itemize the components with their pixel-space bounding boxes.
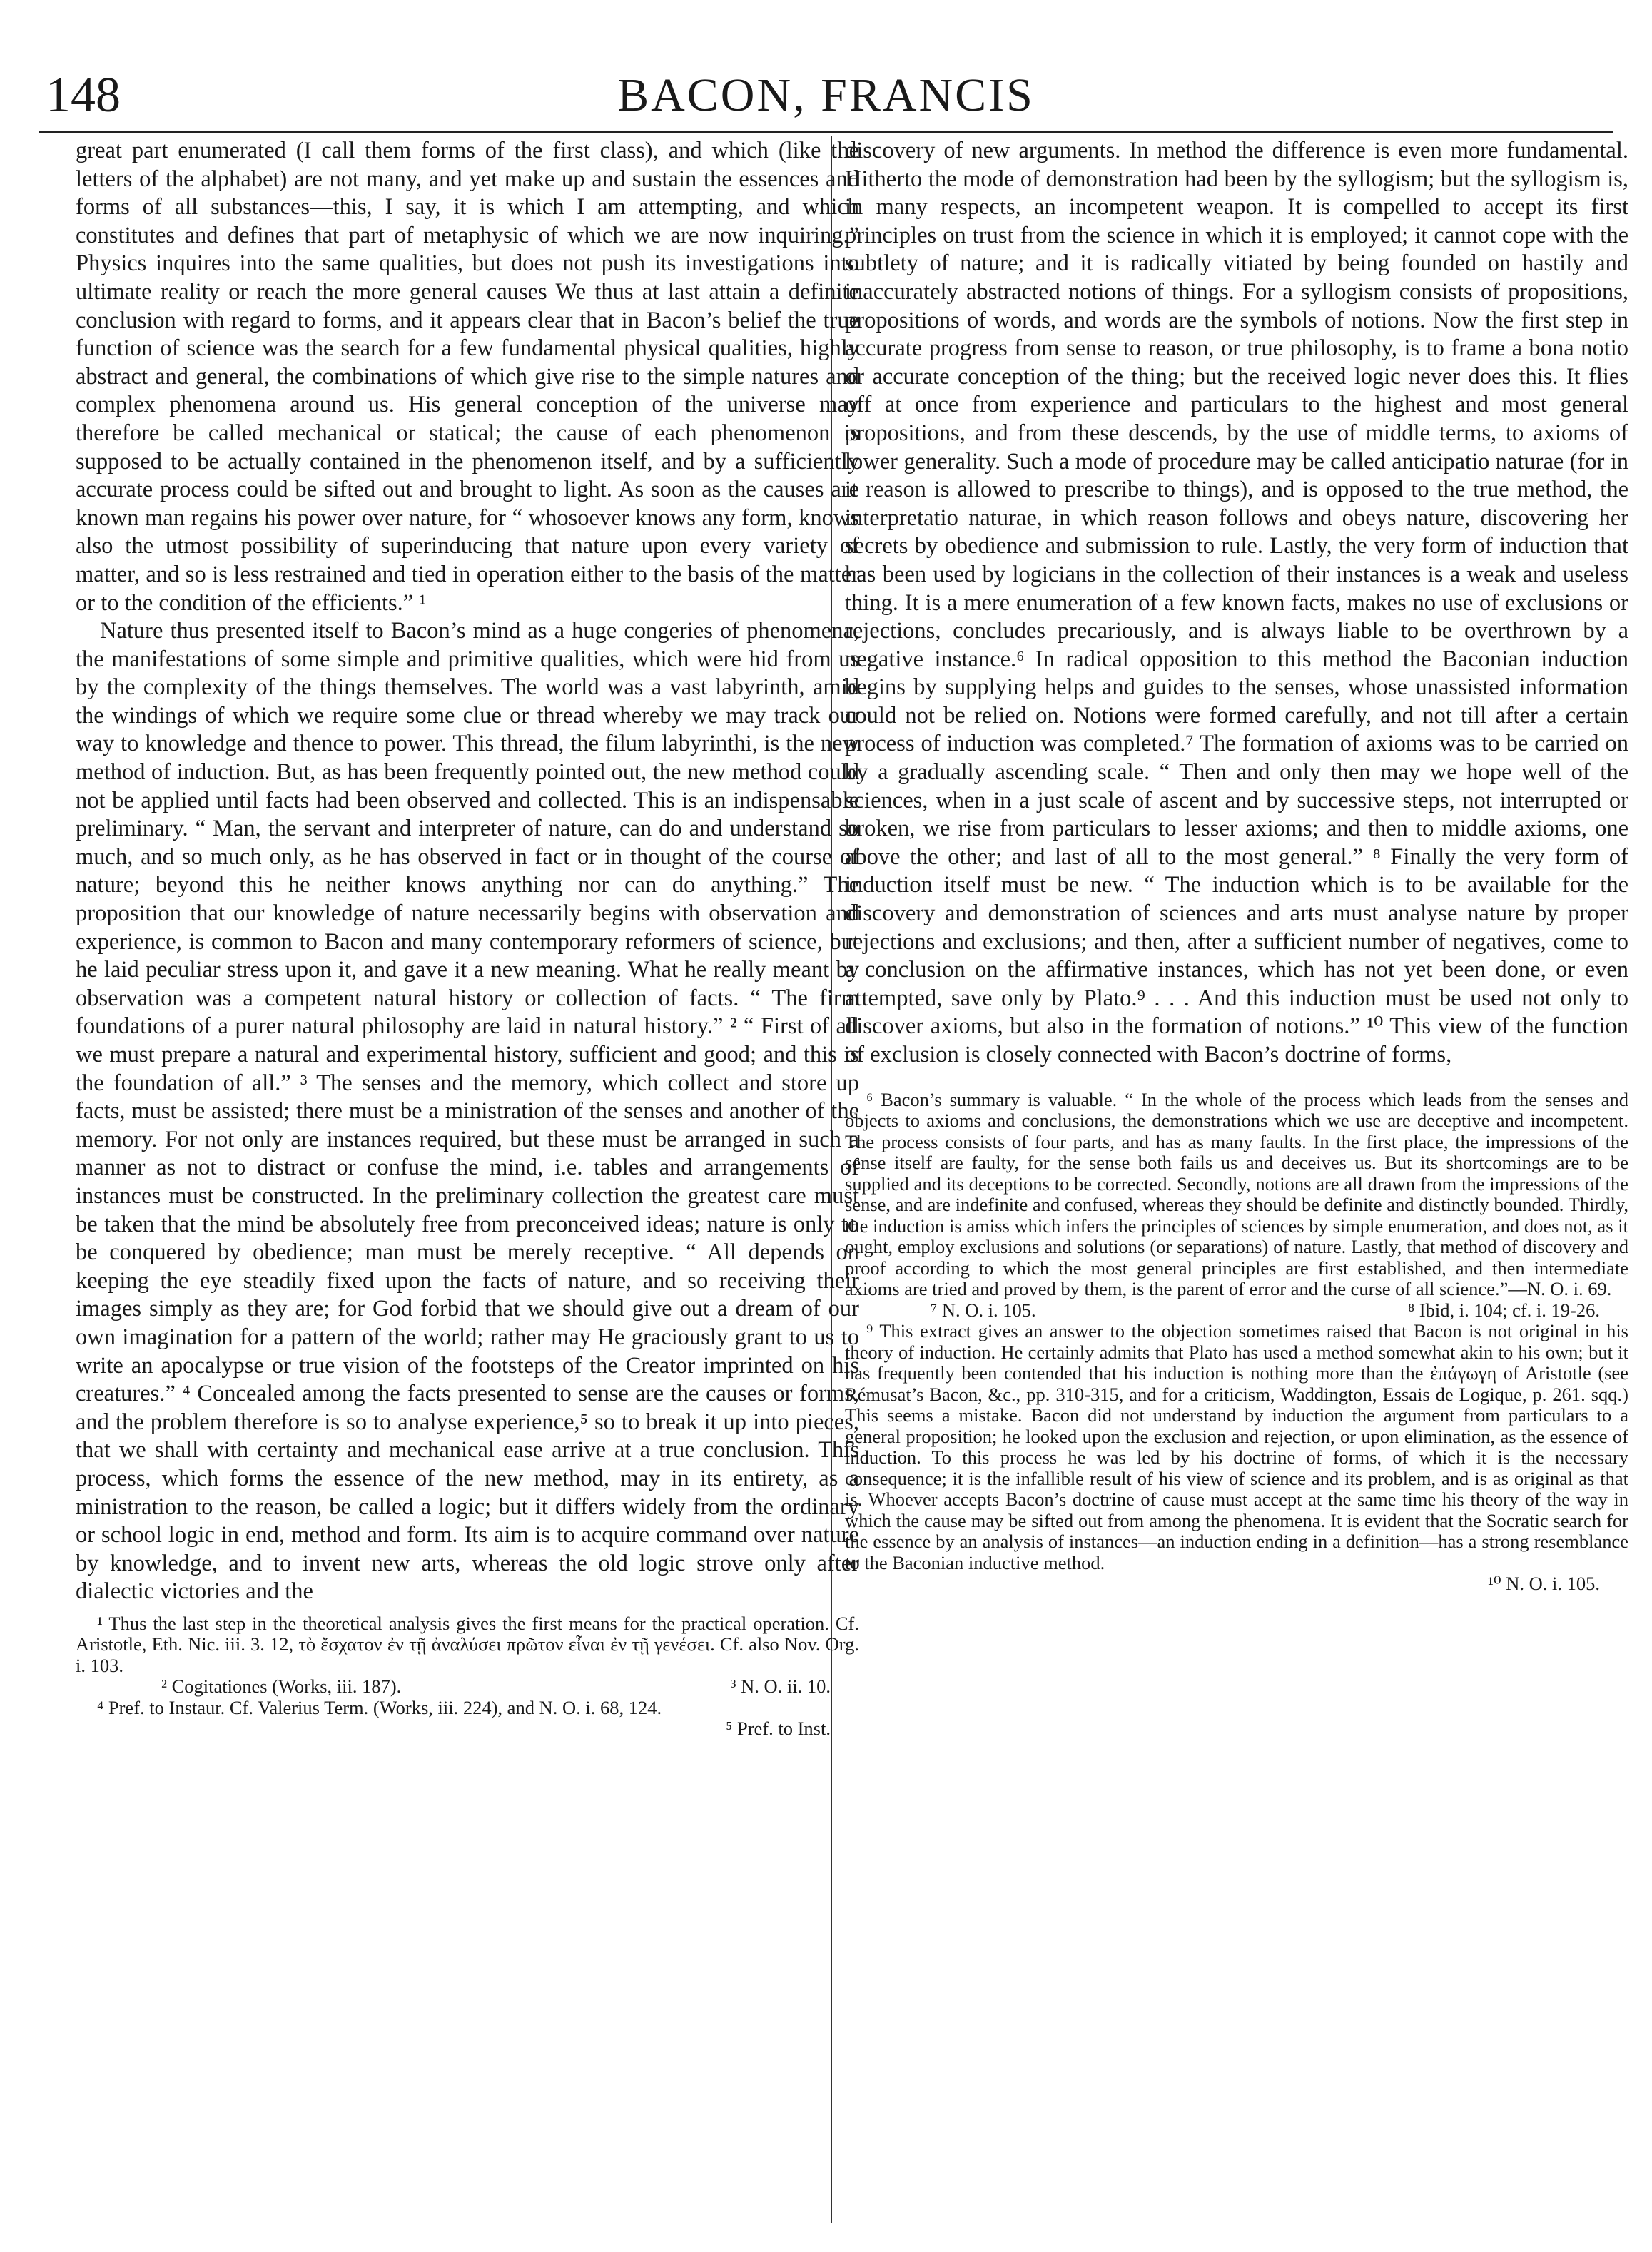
footnote-1: ¹ Thus the last step in the theoretical analysis gives the first means for the practical operation. Cf. Aristotle, Eth. Nic. iii. 3. 12, τὸ ἔσχατον ἐν τῇ ἀναλύσει πρῶτον εἶναι ἐν τῇ γενέσει. Cf. also Nov. Org. i. 103. (76, 1612, 859, 1676)
page-header (39, 61, 1613, 130)
footnote-10: ¹⁰ N. O. i. 105. (1488, 1573, 1600, 1595)
left-body (76, 137, 859, 1606)
header-rule (39, 131, 1613, 133)
left-footnotes (76, 1613, 859, 1740)
footnote-8: ⁸ Ibid, i. 104; cf. i. 19-26. (1407, 1299, 1600, 1321)
right-column (845, 137, 1628, 2223)
left-paragraph-1: great part enumerated (I call them forms of the first class), and which (like the letters of the alphabet) are not many, and yet make up and sustain the essences and forms of all substances—this, I say, it is which I am attempting, and which constitutes and defines that part of metaphysic of which we are now inquiring.” Physics inquires into the same qualities, but does not push its investigations into ultimate reality or reach the more general causes We thus at last attain a definite conclusion with regard to forms, and it appears clear that in Bacon’s belief the true function of science was the search for a few fundamental physical qualities, highly abstract and general, the combinations of which give rise to the simple natures and complex phenomena around us. His general conception of the universe may therefore be called mechanical or statical; the cause of each phenomenon is supposed to be actually contained in the phenomenon itself, and by a sufficiently accurate process could be sifted out and brought to light. As soon as the causes are known man regains his power over nature, for “ whosoever knows any form, knows also the utmost possibility of superinducing that nature upon every variety of matter, and so is less restrained and tied in operation either to the basis of the matter or to the condition of the efficients.” ¹ (76, 138, 859, 616)
footnote-row-5 (76, 1718, 859, 1740)
footnote-row-7-8 (845, 1300, 1628, 1322)
right-body (845, 137, 1628, 1070)
footnote-2: ² Cogitationes (Works, iii. 187). (161, 1675, 402, 1698)
footnote-7: ⁷ N. O. i. 105. (931, 1299, 1036, 1321)
footnote-row-10 (845, 1573, 1628, 1595)
footnote-4: ⁴ Pref. to Instaur. Cf. Valerius Term. (Works, iii. 224), and N. O. i. 68, 124. (97, 1696, 662, 1718)
footnote-5: ⁵ Pref. to Inst. (726, 1718, 831, 1740)
footnote-row-2-3 (76, 1676, 859, 1698)
page-number: 148 (46, 68, 121, 123)
running-head-title: BACON, FRANCIS (617, 69, 1035, 121)
right-paragraph-1: discovery of new arguments. In method the difference is even more fundamental. Hitherto the mode of demonstration had been by the syllogism; but the syllogism is, in many respects, an incompetent weapon. It is compelled to accept its first principles on trust from the science in which it is employed; it cannot cope with the subtlety of nature; and it is radically vitiated by being founded on hastily and inaccurately abstracted notions of things. For a syllogism consists of propositions, propositions of words, and words are the symbols of notions. Now the first step in accurate progress from sense to reason, or true philosophy, is to frame a bona notio or accurate conception of the thing; but the received logic never does this. It flies off at once from experience and particulars to the highest and most general propositions, and from these descends, by the use of middle terms, to axioms of lower generality. Such a mode of procedure may be called anticipatio naturae (for in it reason is allowed to prescribe to things), and is opposed to the true method, the interpretatio naturae, in which reason follows and obeys nature, discovering her secrets by obedience and submission to rule. Lastly, the very form of induction that has been used by logicians in the collection of their instances is a weak and useless thing. It is a mere enumeration of a few known facts, makes no use of exclusions or rejections, concludes precariously, and is always liable to be overthrown by a negative instance.⁶ In radical opposition to this method the Baconian induction begins by supplying helps and guides to the senses, whose unassisted information could not be relied on. Notions were formed carefully, and not till after a certain process of induction was completed.⁷ The formation of axioms was to be carried on by a gradually ascending scale. “ Then and only then may we hope well of the sciences, when in a just scale of ascent and by successive steps, not interrupted or broken, we rise from particulars to lesser axioms; and then to middle axioms, one above the other; and last of all to the most general.” ⁸ Finally the very form of induction itself must be new. “ The induction which is to be available for the discovery and demonstration of sciences and arts must analyse nature by proper rejections and exclusions; and then, after a sufficient number of negatives, come to a conclusion on the affirmative instances, which has not yet been done, or even attempted, save only by Plato.⁹ . . . And this induction must be used not only to discover axioms, but also in the formation of notions.” ¹⁰ This view of the function of exclusion is closely connected with Bacon’s doctrine of forms, (845, 138, 1628, 1067)
left-paragraph-2: Nature thus presented itself to Bacon’s mind as a huge congeries of phenomena, the manifestations of some simple and primitive qualities, which were hid from us by the complexity of the things themselves. The world was a vast labyrinth, amid the windings of which we require some clue or thread whereby we may track our way to knowledge and thence to power. This thread, the filum labyrinthi, is the new method of induction. But, as has been frequently pointed out, the new method could not be applied until facts had been observed and collected. This is an indispensable preliminary. “ Man, the servant and interpreter of nature, can do and understand so much, and so much only, as he has observed in fact or in thought of the course of nature; beyond this he neither knows anything nor can do anything.” The proposition that our knowledge of nature necessarily begins with observation and experience, is common to Bacon and many contemporary reformers of science, but he laid peculiar stress upon it, and gave it a new meaning. What he really meant by observation was a competent natural history or collection of facts. “ The firm foundations of a purer natural philosophy are laid in natural history.” ² “ First of all we must prepare a natural and experimental history, sufficient and good; and this is the foundation of all.” ³ The senses and the memory, which collect and store up facts, must be assisted; there must be a ministration of the senses and another of the memory. For not only are instances required, but these must be arranged in such a manner as not to distract or confuse the mind, i.e. tables and arrangements of instances must be constructed. In the preliminary collection the greatest care must be taken that the mind be absolutely free from preconceived ideas; nature is only to be conquered by obedience; man must be merely receptive. “ All depends on keeping the eye steadily fixed upon the facts of nature, and so receiving their images simply as they are; for God forbid that we should give out a dream of our own imagination for a pattern of the world; rather may He graciously grant to us to write an apocalypse or true vision of the footsteps of the Creator imprinted on his creatures.” ⁴ Concealed among the facts presented to sense are the causes or forms, and the problem therefore is so to analyse experience,⁵ so to break it up into pieces, that we shall with certainty and mechanical ease arrive at a true conclusion. This process, which forms the essence of the new method, may in its entirety, as a ministration to the reason, be called a logic; but it differs widely from the ordinary or school logic in end, method and form. Its aim is to acquire command over nature by knowledge, and to invent new arts, whereas the old logic strove only after dialectic victories and the (76, 618, 859, 1605)
footnote-3: ³ N. O. ii. 10. (730, 1675, 831, 1698)
right-footnotes (845, 1090, 1628, 1595)
footnote-9: ⁹ This extract gives an answer to the objection sometimes raised that Bacon is not original in his theory of induction. He certainly admits that Plato has used a method somewhat akin to his own; but it has frequently been contended that his induction is nothing more than the ἐπάγωγη of Aristotle (see Rémusat’s Bacon, &c., pp. 310-315, and for a criticism, Waddington, Essais de Logique, p. 261. sqq.) This seems a mistake. Bacon did not understand by induction the argument from particulars to a general proposition; he looked upon the exclusion and rejection, or upon elimination, as the essence of induction. To this process he was led by his doctrine of forms, of which it is the necessary consequence; it is the infallible result of his view of science and its problem, and is as original as that is. Whoever accepts Bacon’s doctrine of cause must accept at the same time his theory of the way in which the cause may be sifted out from among the phenomena. It is evident that the Socratic search for the essence by an analysis of instances—an induction ending in a definition—has a strong resemblance to the Baconian inductive method. (845, 1320, 1628, 1573)
footnote-6: ⁶ Bacon’s summary is valuable. “ In the whole of the process which leads from the senses and objects to axioms and conclusions, the demonstrations which we use are deceptive and incompetent. The process consists of four parts, and has as many faults. In the first place, the impressions of the sense itself are faulty, for the sense both fails us and deceives us. But its shortcomings are to be supplied and its deceptions to be corrected. Secondly, notions are all drawn from the impressions of the sense, and are indefinite and confused, whereas they should be definite and distinctly bounded. Thirdly, the induction is amiss which infers the principles of sciences by simple enumeration, and does not, as it ought, employ exclusions and solutions (or separations) of nature. Lastly, that method of discovery and proof according to which the most general principles are first established, and then intermediate axioms are tried and proved by them, is the parent of error and the curse of all science.”—N. O. i. 69. (845, 1088, 1628, 1300)
left-column (76, 137, 859, 2223)
